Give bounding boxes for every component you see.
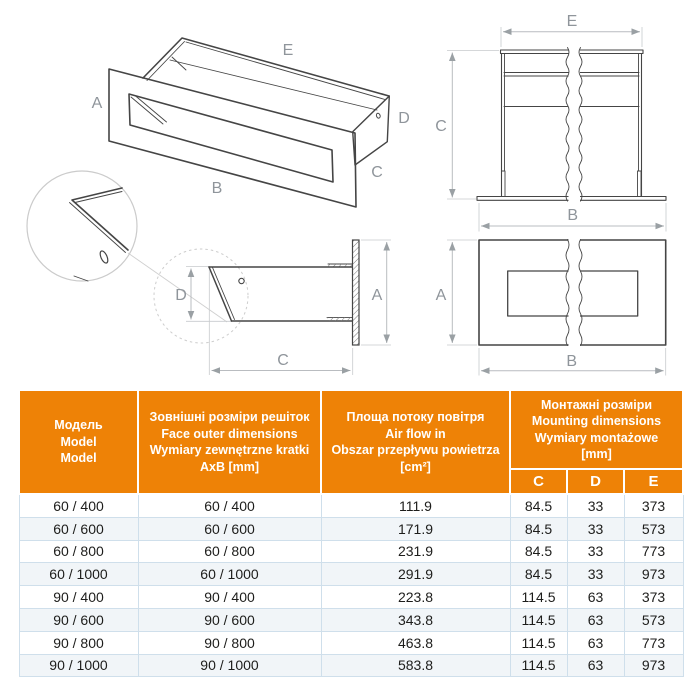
- iso-dim-label-a: A: [91, 95, 103, 112]
- table-cell: 223.8: [321, 586, 510, 609]
- table-cell: 171.9: [321, 517, 510, 540]
- detail-circle: [27, 171, 227, 322]
- table-cell: 84.5: [510, 517, 567, 540]
- header-airflow-line: Air flow in: [385, 426, 446, 441]
- table-cell: 84.5: [510, 540, 567, 563]
- header-face-dimensions: [138, 390, 321, 494]
- table-row: [19, 608, 683, 631]
- table-row: [19, 540, 683, 563]
- table-cell: 373: [624, 494, 683, 517]
- header-airflow-line: [cm²]: [400, 459, 431, 474]
- header-sub-e: E: [624, 469, 683, 494]
- table-row: [19, 631, 683, 654]
- header-mounting-line: Mounting dimensions: [531, 414, 662, 428]
- table-cell: 60 / 800: [138, 540, 321, 563]
- table-cell: 60 / 1000: [138, 563, 321, 586]
- table-cell: 90 / 800: [138, 631, 321, 654]
- side-dim-label-c: C: [277, 352, 289, 369]
- table-cell: 90 / 600: [19, 608, 138, 631]
- iso-dim-label-c: C: [371, 164, 383, 181]
- table-cell: 63: [567, 608, 624, 631]
- table-cell: 84.5: [510, 563, 567, 586]
- header-mounting-line: Монтажні розміри: [540, 397, 653, 412]
- detail-target-circle: [154, 249, 248, 343]
- table-cell: 114.5: [510, 631, 567, 654]
- header-mounting: [510, 390, 683, 469]
- front-dim-label-b: B: [566, 353, 578, 370]
- table-cell: 90 / 800: [19, 631, 138, 654]
- table-cell: 60 / 400: [19, 494, 138, 517]
- table-cell: 463.8: [321, 631, 510, 654]
- table-cell: 33: [567, 517, 624, 540]
- header-mounting-line: Wymiary montażowe: [534, 430, 659, 445]
- header-sub-d: D: [567, 469, 624, 494]
- table-cell: 33: [567, 494, 624, 517]
- header-model-line: Model: [60, 434, 97, 449]
- table-cell: 60 / 800: [19, 540, 138, 563]
- table-cell: 114.5: [510, 654, 567, 677]
- table-row: [19, 517, 683, 540]
- table-cell: 973: [624, 563, 683, 586]
- table-cell: 90 / 400: [138, 586, 321, 609]
- table-row: [19, 563, 683, 586]
- table-cell: 231.9: [321, 540, 510, 563]
- table-cell: 63: [567, 586, 624, 609]
- header-airflow-line: Obszar przepływu powietrza: [331, 443, 500, 457]
- table-cell: 63: [567, 631, 624, 654]
- table-cell: 63: [567, 654, 624, 677]
- header-sub-c: C: [510, 469, 567, 494]
- side-hole-icon: [239, 278, 244, 283]
- header-model: [19, 390, 138, 494]
- header-airflow: [321, 390, 510, 494]
- table-cell: 573: [624, 517, 683, 540]
- top-section-view: [435, 13, 666, 232]
- table-cell: 773: [624, 631, 683, 654]
- table-cell: 583.8: [321, 654, 510, 677]
- table-cell: 114.5: [510, 608, 567, 631]
- table-row: [19, 654, 683, 677]
- top-dim-label-c: C: [435, 118, 447, 135]
- spec-table: [18, 389, 684, 677]
- table-cell: 33: [567, 540, 624, 563]
- front-view: [436, 239, 666, 376]
- table-cell: 60 / 1000: [19, 563, 138, 586]
- header-airflow-line: Площа потоку повітря: [346, 410, 485, 424]
- table-cell: 60 / 600: [138, 517, 321, 540]
- iso-dim-label-d: D: [398, 110, 410, 127]
- table-cell: 90 / 1000: [19, 654, 138, 677]
- side-dim-label-d: D: [175, 287, 187, 304]
- side-dim-label-a: A: [371, 287, 383, 304]
- table-cell: 90 / 1000: [138, 654, 321, 677]
- header-mounting-line: [mm]: [581, 447, 612, 461]
- table-cell: 343.8: [321, 608, 510, 631]
- table-cell: 90 / 600: [138, 608, 321, 631]
- table-row: [19, 586, 683, 609]
- table-cell: 373: [624, 586, 683, 609]
- iso-dim-label-e: E: [282, 42, 294, 59]
- iso-view: [92, 38, 410, 207]
- side-view: [154, 240, 391, 375]
- table-cell: 291.9: [321, 563, 510, 586]
- header-face-line: Зовнішні розміри решіток: [149, 410, 310, 424]
- top-dim-label-e: E: [566, 13, 578, 30]
- header-face-line: Wymiary zewnętrzne kratki: [149, 443, 310, 457]
- header-face-line: Face outer dimensions: [161, 426, 298, 441]
- header-model-line: Model: [60, 451, 97, 466]
- table-cell: 33: [567, 563, 624, 586]
- table-cell: 973: [624, 654, 683, 677]
- table-cell: 773: [624, 540, 683, 563]
- table-cell: 60 / 400: [138, 494, 321, 517]
- mounting-hole-icon: [376, 113, 381, 119]
- table-cell: 90 / 400: [19, 586, 138, 609]
- table-cell: 114.5: [510, 586, 567, 609]
- front-dim-label-a: A: [435, 287, 447, 304]
- table-cell: 60 / 600: [19, 517, 138, 540]
- table-row: [19, 494, 683, 517]
- iso-dim-label-b: B: [211, 180, 223, 197]
- table-cell: 111.9: [321, 494, 510, 517]
- top-dim-label-b: B: [567, 207, 579, 224]
- table-cell: 573: [624, 608, 683, 631]
- header-model-line: Модель: [54, 418, 103, 433]
- header-face-line: AxB [mm]: [199, 459, 260, 474]
- table-cell: 84.5: [510, 494, 567, 517]
